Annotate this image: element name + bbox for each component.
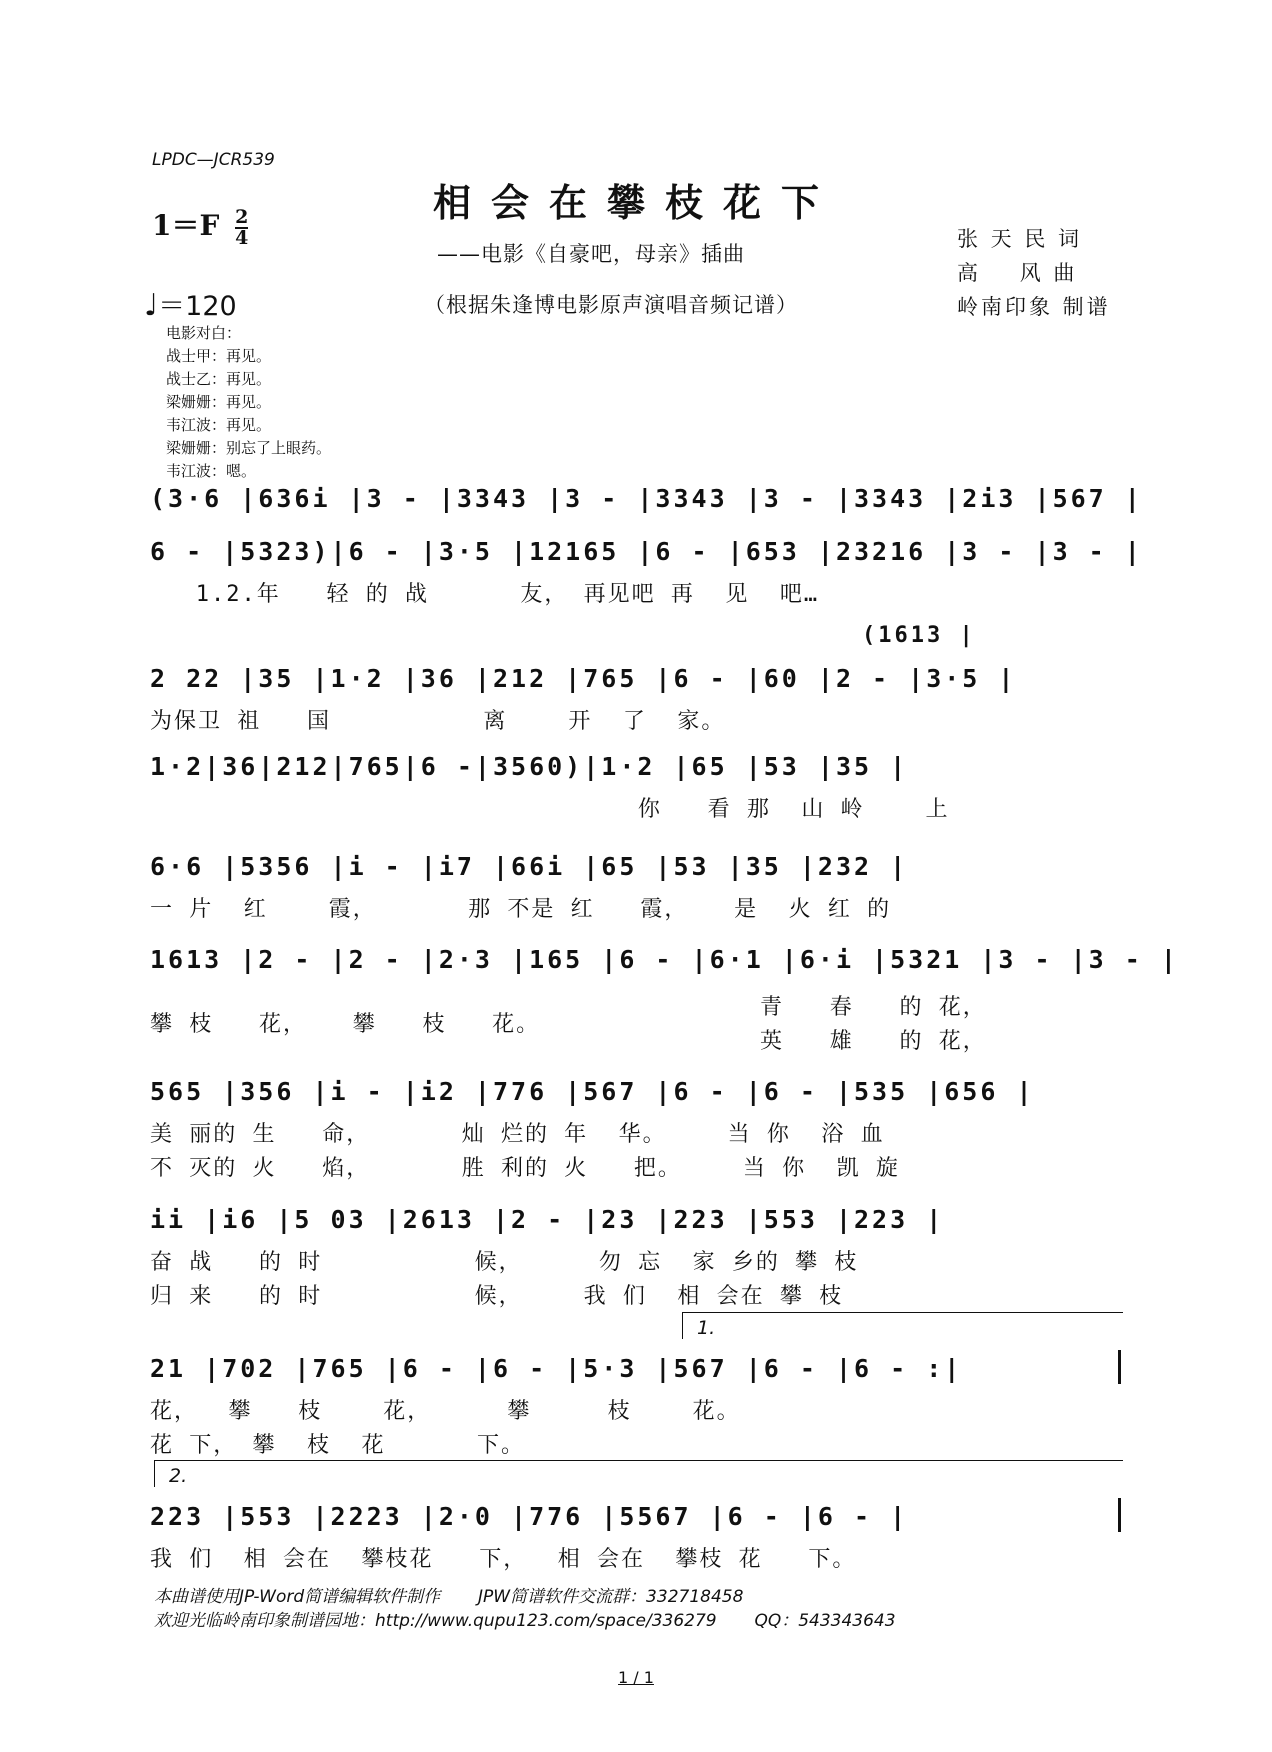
lyrics-system-4: 你 看 那 山 岭 上	[150, 797, 950, 822]
time-signature	[235, 205, 249, 249]
lyrics-system-10: 我 们 相 会在 攀枝花 下， 相 会在 攀枝 花 下。	[150, 1547, 857, 1572]
lyrics-system-9-verse-1: 花， 攀 枝 花， 攀 枝 花。	[150, 1399, 741, 1424]
final-barline	[1118, 1498, 1121, 1532]
score-system-8: ii |i6 |5 03 |2613 |2 - |23 |223 |553 |223 |	[150, 1205, 945, 1234]
score-system-7: 565 |356 |i - |i2 |776 |567 |6 - |6 - |535 |656 |	[150, 1077, 1035, 1106]
lyrics-system-2: 1.2.年 轻 的 战 友， 再见吧 再 见 吧…	[150, 582, 820, 607]
dialogue-line: 战士甲：再见。	[166, 347, 272, 365]
credits	[957, 222, 1111, 324]
tempo-marking	[144, 284, 237, 323]
time-top: 2	[235, 205, 249, 228]
lyrics-system-8-verse-2: 归 来 的 时 候， 我 们 相 会在 攀 枝	[150, 1284, 844, 1309]
dialogue-line: 战士乙：再见。	[166, 370, 272, 388]
page-number-text: 1 / 1	[618, 1668, 654, 1687]
score-system-3-upper: (1613 |	[862, 623, 976, 648]
dialogue-line: 梁姗姗：别忘了上眼药。	[166, 439, 332, 457]
volta-2-label: 2.	[169, 1465, 188, 1487]
engraver-credit: 岭南印象 制谱	[957, 295, 1111, 319]
score-code: LPDC—JCR539	[152, 150, 275, 170]
dialogue-heading: 电影对白：	[166, 324, 242, 342]
score-system-10: 223 |553 |2223 |2·0 |776 |5567 |6 - |6 - |	[150, 1502, 909, 1531]
score-system-4: 1·2|36|212|765|6 -|3560)|1·2 |65 |53 |35 |	[150, 752, 909, 781]
volta-2-bracket	[154, 1460, 1123, 1487]
score-system-6: 1613 |2 - |2 - |2·3 |165 |6 - |6·1 |6·i |5321 |3 - |3 - |	[150, 945, 1179, 974]
tempo-value: ＝120	[158, 291, 237, 322]
score-system-5: 6·6 |5356 |i - |i7 |66i |65 |53 |35 |232 |	[150, 852, 909, 881]
lyrics-system-8-verse-1: 奋 战 的 时 候， 勿 忘 家 乡的 攀 枝	[150, 1250, 859, 1275]
lyrics-system-7-verse-2: 不 灭的 火 焰， 胜 利的 火 把。 当 你 凯 旋	[150, 1156, 900, 1181]
repeat-barline	[1118, 1350, 1121, 1384]
lyrics-system-6-verse-1: 青 春 的 花，	[760, 995, 987, 1020]
footer-line-1: 本曲谱使用JP-Word简谱编辑软件制作 JPW简谱软件交流群：332718458	[154, 1587, 744, 1607]
quarter-note-icon: ♩	[144, 288, 159, 323]
song-subtitle: ——电影《自豪吧，母亲》插曲	[437, 242, 745, 266]
dialogue-line: 梁姗姗：再见。	[166, 393, 272, 411]
composer-credit: 高 风 曲	[957, 261, 1078, 285]
lyrics-system-7-verse-1: 美 丽的 生 命， 灿 烂的 年 华。 当 你 浴 血	[150, 1122, 885, 1147]
score-system-9: 21 |702 |765 |6 - |6 - |5·3 |567 |6 - |6 - :|	[150, 1354, 963, 1383]
footer	[154, 1585, 896, 1633]
score-system-1: (3·6 |636i |3 - |3343 |3 - |3343 |3 - |3343 |2i3 |567 |	[150, 484, 1143, 513]
film-dialogue	[166, 322, 331, 483]
footer-line-2: 欢迎光临岭南印象制谱园地：http://www.qupu123.com/space/336279 QQ：543343643	[154, 1611, 896, 1631]
page-number	[0, 1668, 1272, 1687]
lyrics-system-6-verse-2: 英 雄 的 花，	[760, 1029, 987, 1054]
time-bottom: 4	[235, 226, 249, 249]
lyricist-credit: 张 天 民 词	[957, 227, 1083, 251]
volta-1-bracket	[682, 1312, 1123, 1339]
dialogue-line: 韦江波：嗯。	[166, 462, 257, 480]
song-title: 相会在攀枝花下	[432, 180, 839, 225]
lyrics-system-3: 为保卫 祖 国 离 开 了 家。	[150, 709, 726, 734]
score-system-3: 2 22 |35 |1·2 |36 |212 |765 |6 - |60 |2 - |3·5 |	[150, 664, 1017, 693]
dialogue-line: 韦江波：再见。	[166, 416, 272, 434]
lyrics-system-9-verse-2: 花 下， 攀 枝 花 下。	[150, 1433, 525, 1458]
lyrics-system-5: 一 片 红 霞， 那 不是 红 霞， 是 火 红 的	[150, 897, 892, 922]
lyrics-system-6: 攀 枝 花， 攀 枝 花。	[150, 1012, 541, 1037]
score-system-2: 6 - |5323)|6 - |3·5 |12165 |6 - |653 |23216 |3 - |3 - |	[150, 537, 1143, 566]
transcription-note: （根据朱逢博电影原声演唱音频记谱）	[424, 293, 798, 317]
key-label: 1＝F	[152, 209, 220, 242]
key-signature	[152, 204, 248, 248]
volta-1-label: 1.	[697, 1317, 716, 1339]
